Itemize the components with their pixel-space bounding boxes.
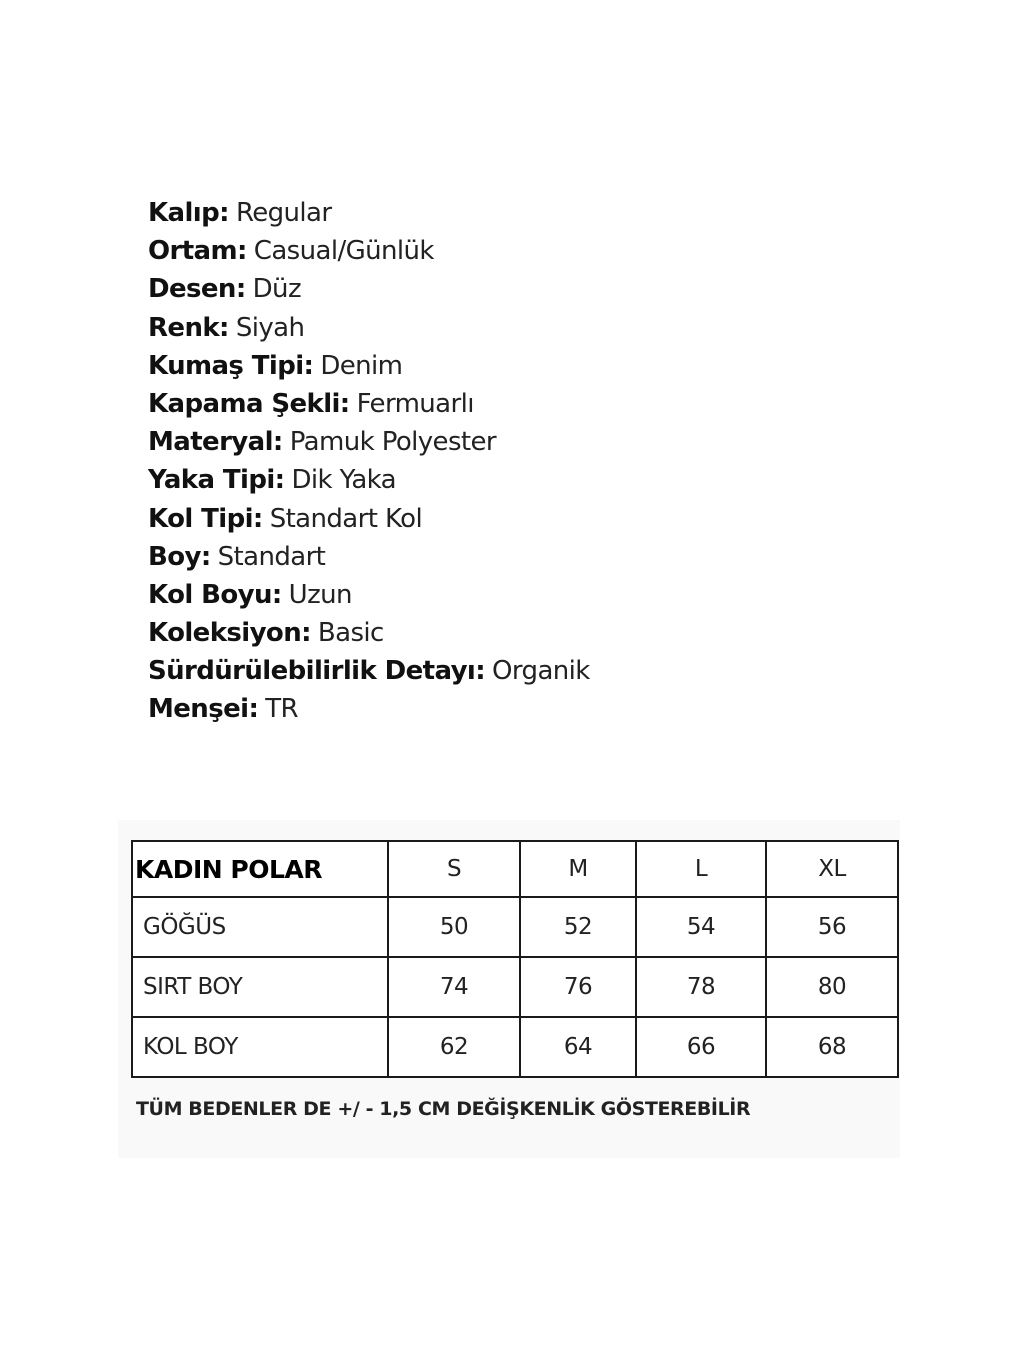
size-table-title: KADIN POLAR [132,841,388,897]
spec-item [148,387,590,425]
measure-value: 62 [388,1017,520,1077]
measure-value: 52 [520,897,636,957]
spec-value: Regular [235,198,332,228]
spec-item [148,616,590,654]
spec-key: Kalıp: [148,198,229,228]
measure-value: 66 [636,1017,766,1077]
measure-value: 50 [388,897,520,957]
spec-item [148,540,590,578]
measure-value: 54 [636,897,766,957]
size-header-m: M [520,841,636,897]
measure-value: 80 [766,957,898,1017]
spec-item [148,272,590,310]
spec-key: Kol Boyu: [148,579,282,610]
size-table-row [132,957,898,1017]
size-table-row [132,1017,898,1077]
spec-value: Organik [492,656,590,687]
spec-key: Kumaş Tipi: [148,350,314,381]
spec-key: Menşei: [148,694,259,725]
size-header-xl: XL [766,841,898,897]
spec-value: Pamuk Polyester [289,427,496,458]
measure-value: 56 [766,897,898,957]
measure-value: 64 [520,1017,636,1077]
spec-key: Yaka Tipi: [148,465,285,496]
measure-value: 68 [766,1017,898,1077]
spec-item [148,692,590,730]
spec-value: Siyah [235,312,305,343]
spec-key: Boy: [148,541,211,572]
size-header-l: L [636,841,766,897]
spec-key: Desen: [148,274,246,305]
spec-item [148,234,590,272]
spec-value: Dik Yaka [291,465,396,496]
spec-item [148,349,590,387]
spec-key: Materyal: [148,427,283,458]
spec-value: Casual/Günlük [253,236,434,267]
spec-value: Basic [317,618,384,649]
spec-value: Düz [252,274,301,305]
spec-item [148,196,590,234]
size-header-s: S [388,841,520,897]
spec-value: Fermuarlı [356,388,474,419]
spec-key: Renk: [148,312,229,343]
spec-key: Sürdürülebilirlik Detayı: [148,656,486,687]
spec-item [148,425,590,463]
product-specs-list [148,196,590,731]
spec-value: TR [265,694,298,725]
measure-label: SIRT BOY [132,957,388,1017]
measure-label: GÖĞÜS [132,897,388,957]
spec-item [148,463,590,501]
spec-key: Ortam: [148,236,247,267]
size-table-row [132,897,898,957]
measure-label: KOL BOY [132,1017,388,1077]
spec-item [148,502,590,540]
spec-item [148,654,590,692]
size-chart-table [131,840,899,1078]
spec-key: Kol Tipi: [148,503,263,534]
spec-value: Standart Kol [269,503,423,534]
spec-key: Koleksiyon: [148,618,311,649]
spec-key: Kapama Şekli: [148,388,350,419]
spec-value: Denim [320,350,403,381]
spec-item [148,578,590,616]
spec-value: Standart [217,541,326,572]
size-header-row [132,841,898,897]
measure-value: 78 [636,957,766,1017]
size-variance-note: TÜM BEDENLER DE +/ - 1,5 CM DEĞİŞKENLİK GÖSTEREBİLİR [136,1098,751,1120]
measure-value: 76 [520,957,636,1017]
measure-value: 74 [388,957,520,1017]
spec-item [148,311,590,349]
spec-value: Uzun [288,579,352,610]
